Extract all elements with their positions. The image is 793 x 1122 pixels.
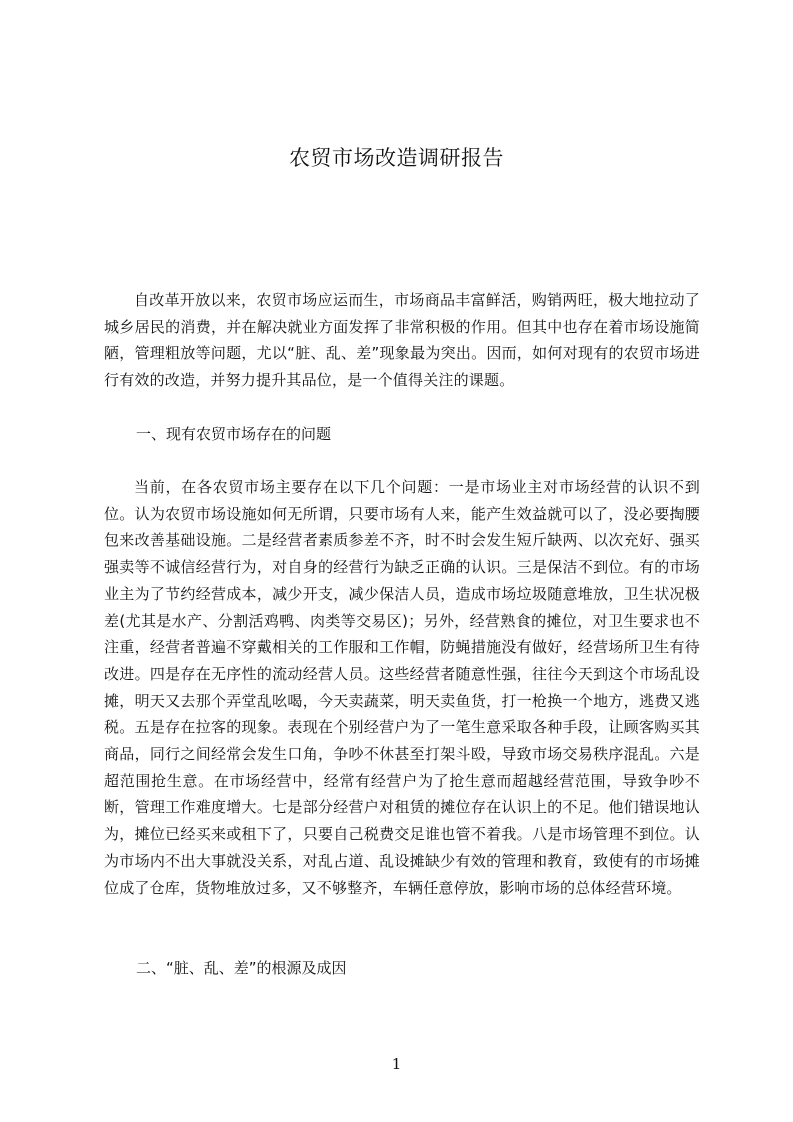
- intro-paragraph: 自改革开放以来，农贸市场应运而生，市场商品丰富鲜活，购销两旺，极大地拉动了城乡居民的消费，并在解决就业方面发挥了非常积极的作用。但其中也存在着市场设施简陋，管理粗放等问题，尤以“脏、乱、差”现象最为突出。因而，如何对现有的农贸市场进行有效的改造，并努力提升其品位，是一个值得关注的课题。: [104, 291, 700, 390]
- page-number: 1: [391, 1055, 402, 1073]
- section-heading-1: 一、现有农贸市场存在的问题: [136, 425, 332, 443]
- section-paragraph-1: 当前，在各农贸市场主要存在以下几个问题：一是市场业主对市场经营的认识不到位。认为农贸市场设施如何无所谓，只要市场有人来，能产生效益就可以了，没必要掏腰包来改善基础设施。二是经营者素质参差不齐，时不时会发生短斤缺两、以次充好、强买强卖等不诚信经营行为，对自身的经营行为缺乏正确的认识。三是保洁不到位。有的市场业主为了节约经营成本，减少开支，减少保洁人员，造成市场垃圾随意堆放，卫生状况极差(尤其是水产、分割活鸡鸭、肉类等交易区)；另外，经营熟食的摊位，对卫生要求也不注重，经营者普遍不穿戴相关的工作服和工作帽，防蝇措施没有做好，经营场所卫生有待改进。四是存在无序性的流动经营人员。这些经营者随意性强，往往今天到这个市场乱设摊，明天又去那个弄堂乱吆喝，今天卖蔬菜，明天卖鱼货，打一枪换一个地方，逃费又逃税。五是存在拉客的现象。表现在个别经营户为了一笔生意采取各种手段，让顾客购买其商品，同行之间经常会发生口角，争吵不休甚至打架斗殴，导致市场交易秩序混乱。六是超范围抢生意。在市场经营中，经常有经营户为了抢生意而超越经营范围，导致争吵不断，管理工作难度增大。七是部分经营户对租赁的摊位存在认识上的不足。他们错误地认为，摊位已经买来或租下了，只要自己税费交足谁也管不着我。八是市场管理不到位。认为市场内不出大事就没关系，对乱占道、乱设摊缺少有效的管理和教育，致使有的市场摊位成了仓库，货物堆放过多，又不够整齐，车辆任意停放，影响市场的总体经营环境。: [104, 478, 700, 897]
- section-heading-2: 二、“脏、乱、差”的根源及成因: [136, 959, 347, 977]
- document-title: 农贸市场改造调研报告: [289, 146, 504, 170]
